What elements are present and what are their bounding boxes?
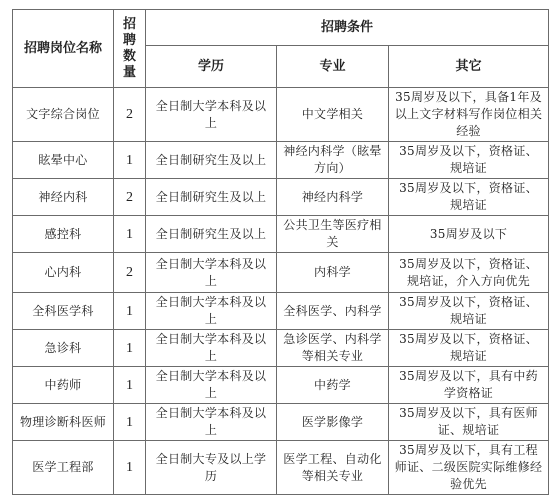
cell-major: 中药学 — [277, 367, 389, 404]
cell-education: 全日制大学本科及以上 — [146, 367, 277, 404]
cell-position: 全科医学科 — [13, 293, 114, 330]
cell-other: 35周岁及以下，具有医师证、规培证 — [389, 404, 549, 441]
cell-other: 35周岁及以下，资格证、规培证，介入方向优先 — [389, 253, 549, 293]
cell-education: 全日制大学本科及以上 — [146, 293, 277, 330]
header-education: 学历 — [146, 46, 277, 88]
cell-other: 35周岁及以下，具备1年及以上文字材料写作岗位相关经验 — [389, 88, 549, 142]
cell-other: 35周岁及以下，具有工程师证、二级医院实际维修经验优先 — [389, 441, 549, 495]
header-conditions: 招聘条件 — [146, 10, 549, 46]
header-row-top — [13, 10, 549, 46]
cell-position: 眩晕中心 — [13, 142, 114, 179]
cell-count: 1 — [114, 293, 146, 330]
cell-education: 全日制大学本科及以上 — [146, 88, 277, 142]
header-other: 其它 — [389, 46, 549, 88]
cell-major: 急诊医学、内科学等相关专业 — [277, 330, 389, 367]
table-row — [13, 441, 549, 495]
table-row — [13, 367, 549, 404]
cell-other: 35周岁及以下，资格证、规培证 — [389, 330, 549, 367]
cell-other: 35周岁及以下，资格证、规培证 — [389, 142, 549, 179]
cell-other: 35周岁及以下，具有中药学资格证 — [389, 367, 549, 404]
cell-count: 2 — [114, 88, 146, 142]
header-count — [114, 10, 146, 88]
cell-position: 医学工程部 — [13, 441, 114, 495]
cell-position: 文字综合岗位 — [13, 88, 114, 142]
cell-major: 全科医学、内科学 — [277, 293, 389, 330]
cell-count: 2 — [114, 179, 146, 216]
cell-major: 中文学相关 — [277, 88, 389, 142]
cell-position: 急诊科 — [13, 330, 114, 367]
cell-position: 物理诊断科医师 — [13, 404, 114, 441]
table-row — [13, 179, 549, 216]
cell-major: 医学工程、自动化等相关专业 — [277, 441, 389, 495]
cell-other: 35周岁及以下，资格证、规培证 — [389, 179, 549, 216]
cell-other: 35周岁及以下 — [389, 216, 549, 253]
table-row — [13, 88, 549, 142]
cell-education: 全日制大学本科及以上 — [146, 330, 277, 367]
cell-education: 全日制大专及以上学历 — [146, 441, 277, 495]
cell-position: 感控科 — [13, 216, 114, 253]
cell-position: 中药师 — [13, 367, 114, 404]
cell-education: 全日制研究生及以上 — [146, 142, 277, 179]
cell-position: 心内科 — [13, 253, 114, 293]
cell-count: 1 — [114, 441, 146, 495]
recruitment-table-container — [12, 9, 549, 495]
cell-count: 1 — [114, 404, 146, 441]
cell-count: 1 — [114, 216, 146, 253]
table-row — [13, 404, 549, 441]
table-row — [13, 253, 549, 293]
cell-major: 医学影像学 — [277, 404, 389, 441]
cell-position: 神经内科 — [13, 179, 114, 216]
cell-count: 2 — [114, 253, 146, 293]
cell-education: 全日制大学本科及以上 — [146, 253, 277, 293]
table-row — [13, 142, 549, 179]
cell-major: 公共卫生等医疗相关 — [277, 216, 389, 253]
header-major: 专业 — [277, 46, 389, 88]
recruitment-table — [12, 9, 549, 495]
cell-education: 全日制研究生及以上 — [146, 179, 277, 216]
table-row — [13, 216, 549, 253]
cell-education: 全日制大学本科及以上 — [146, 404, 277, 441]
table-row — [13, 293, 549, 330]
cell-major: 神经内科学 — [277, 179, 389, 216]
cell-count: 1 — [114, 330, 146, 367]
table-row — [13, 330, 549, 367]
cell-count: 1 — [114, 142, 146, 179]
cell-other: 35周岁及以下，资格证、规培证 — [389, 293, 549, 330]
table-body — [13, 88, 549, 495]
cell-education: 全日制研究生及以上 — [146, 216, 277, 253]
header-count-label: 招 聘 数 量 — [122, 16, 136, 80]
cell-count: 1 — [114, 367, 146, 404]
header-position-name: 招聘岗位名称 — [13, 10, 114, 88]
cell-major: 内科学 — [277, 253, 389, 293]
cell-major: 神经内科学（眩晕方向） — [277, 142, 389, 179]
